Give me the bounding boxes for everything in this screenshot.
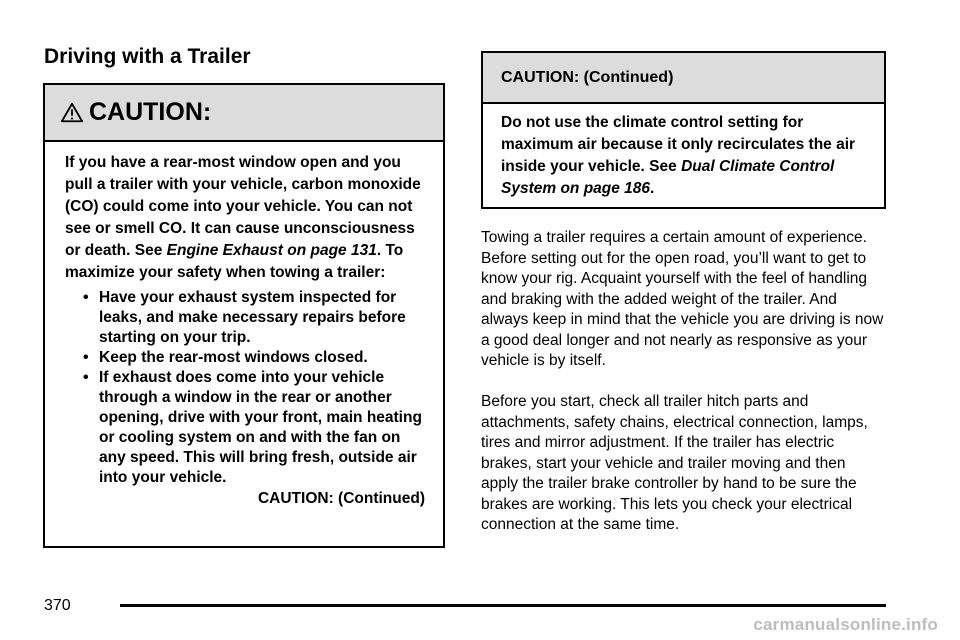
caution-body [45,142,443,510]
caution-text-end: . To maximize your safety when towing a trailer: [65,242,404,281]
body-paragraph-towing [481,228,886,372]
bullet-item: • Have your exhaust system inspected for leaks, and make necessary repairs before starting on your trip. [99,288,425,348]
caution-continued-box [481,51,886,209]
paragraph-text: Before you start, check all trailer hitch parts and attachments, safety chains, electrical connection, lamps, tires and mirror adjustment. If the trailer has electric brakes, start your vehicle and trailer moving and then apply the trailer brake controller by hand to be sure the brakes are working. This lets you check your electrical connection at the same time. [481,393,868,533]
caution-title: CAUTION: [89,98,212,126]
engine-exhaust-reference: Engine Exhaust on page 131 [166,242,377,259]
body-paragraph-checks [481,392,886,536]
caution-header [45,85,443,142]
caution-text: If you have a rear-most window open and you pull a trailer with your vehicle, carbon monoxide (CO) could come into your vehicle. You can not see or smell CO. It can cause unconsciousness or death. See [65,154,421,259]
caution-continued-body [483,104,884,200]
watermark: carmanualsonline.info [753,615,938,634]
caution-continued-label: CAUTION: (Continued) [257,490,425,507]
caution-paragraph [65,152,425,284]
caution-box [43,83,445,548]
climate-control-reference: Dual Climate Control System on page 186 [501,158,835,197]
paragraph-text: Towing a trailer requires a certain amount of experience. Before setting out for the open road, you’ll want to get to know your rig. Acquaint yourself with the feel of handling and braking with the added weight of the trailer. And always keep in mind that the vehicle you are driving is now a good deal longer and not nearly as responsive as your vehicle is by itself. [481,229,884,369]
bullet-item: • If exhaust does come into your vehicle through a window in the rear or another opening, drive with your front, main heating or cooling system on and with the fan on any speed. This will bring fresh, outside air into your vehicle. [99,368,425,488]
caution-continued-header: CAUTION: (Continued) [483,53,884,104]
warning-triangle-icon [61,102,83,124]
bullet-item: • Keep the rear-most windows closed. [99,348,425,368]
page-number: 370 [44,597,71,614]
caution-continued-text: Do not use the climate control setting for maximum air because it only recirculates the air inside your vehicle. See [501,114,856,175]
footer-rule [120,604,886,607]
page-title: Driving with a Trailer [44,45,251,68]
caution-bullet-list [65,288,425,488]
caution-continued-text-end: . [650,180,655,197]
